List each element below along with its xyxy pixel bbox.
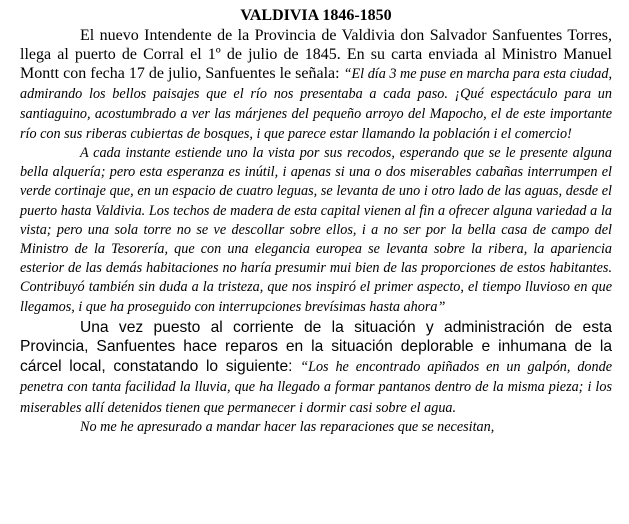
paragraph-quote-continuation: A cada instante estiende uno la vista por sus recodos, esperando que se le presente alguna bella alquería; pero esta esperanza es inútil, i apenas si una o dos miserables cabañas interrumpen el verde cortinaje que, en un espacio de cuatro leguas, se levanta de uno i otro lado de las aguas, desde el puerto hasta Valdivia. Los techos de madera de esta capital vienen al fin a ofrecer alguna variedad a la vista; pero una sola torre no se ve descollar sobre ellos, i a no ser por la bella casa de campo del Ministro de la Tesorería, que con una elegancia europea se levanta sobre la ribera, la apariencia esterior de las demás habitaciones no haría presumir mui bien de las proporciones de estos habitantes. Contribuyó también sin duda a la tristeza, que nos inspiró el primer aspecto, el tiempo lluvioso en que llegamos, i que ha proseguido con interrupciones brevísimas hasta ahora” xyxy=(20,145,612,315)
paragraph-prison xyxy=(20,318,612,419)
paragraph-intro xyxy=(20,26,612,144)
document-page xyxy=(20,6,612,438)
paragraph-repairs: No me he apresurado a mandar hacer las reparaciones que se necesitan, xyxy=(80,419,495,436)
paragraph-intro-quote: “El día 3 me puse en marcha para esta ciudad, admirando los bellos paisajes que el río nos presentaba a cada paso. ¡Qué espectáculo para un santiaguino, acostumbrado a ver las márjenes del pequeño arroyo del Mapocho, el de este importante río con sus riberas cubiertas de bosques, i que parece estar llamando la población i el comercio! xyxy=(20,66,612,142)
paragraph-intro-text: El nuevo Intendente de la Provincia de Valdivia don Salvador Sanfuentes Torres, llega al puerto de Corral el 1º de julio de 1845. En su carta enviada al Ministro Manuel Montt con fecha 17 de julio, Sanfuentes le señala: xyxy=(20,27,612,82)
paragraph-prison-text: Una vez puesto al corriente de la situación y administración de esta Provincia, Sanfuentes hace reparos en la situación deplorable e inhumana de la cárcel local, constatando lo siguiente: xyxy=(20,318,612,375)
document-title: VALDIVIA 1846-1850 xyxy=(240,7,392,24)
paragraph-prison-quote: “Los he encontrado apiñados en un galpón, donde penetra con tanta facilidad la lluvia, que ha llegado a formar pantanos dentro de la misma pieza; i los miserables allí detenidos tienen que permanecer i dormir casi sobre el agua. xyxy=(20,358,612,416)
